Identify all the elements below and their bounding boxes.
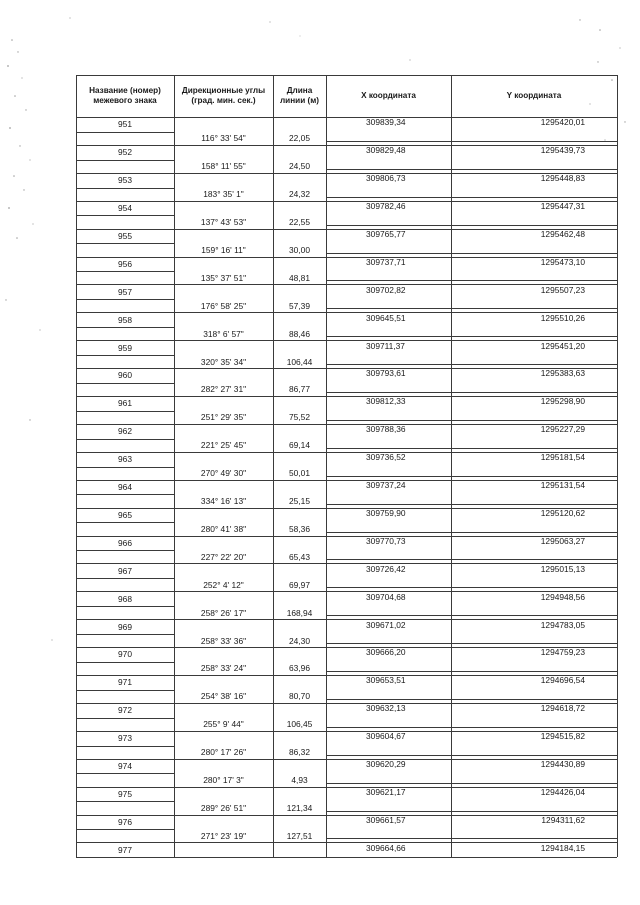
segment-length: 75,52 [289,412,310,423]
x-coordinate: 309711,37 [366,340,405,351]
row-divider [174,842,326,843]
row-divider [326,559,617,560]
segment-length: 69,97 [289,579,310,590]
row-divider [326,480,617,481]
row-divider [326,392,617,393]
row-divider [326,145,617,146]
row-divider [326,811,617,812]
point-name: 956 [118,258,132,269]
row-divider [326,201,617,202]
bearing-angle: 334° 16' 13" [200,496,247,506]
coordinates-table [76,75,617,855]
row-divider [174,340,326,341]
row-divider [174,591,326,592]
x-coordinate: 309621,17 [366,786,406,797]
row-divider [326,787,617,788]
point-name: 952 [118,147,132,158]
row-divider [76,759,174,760]
row-divider [326,587,617,588]
row-divider [76,494,174,495]
x-coordinate: 309737,24 [366,480,406,491]
point-name: 964 [118,482,132,493]
row-divider [174,619,326,620]
bearing-angle: 280° 41' 38" [200,523,247,534]
row-divider [76,452,174,453]
bearing-angle: 251° 29' 35" [200,412,247,423]
row-divider [326,257,617,258]
x-coordinate: 309726,42 [366,563,406,574]
row-divider [326,508,617,509]
row-divider [76,396,174,397]
row-divider [76,383,174,384]
header-bottom-border [76,117,617,118]
row-divider [76,284,174,285]
bearing-angle: 158° 11' 55" [201,161,246,172]
row-divider [76,368,174,369]
bearing-angle: 137° 43' 53" [200,217,247,227]
segment-length: 50,01 [289,468,310,479]
y-coordinate: 1294783,05 [540,619,585,630]
x-coordinate: 309806,73 [366,173,406,184]
row-divider [326,312,617,313]
row-divider [76,188,174,189]
row-divider [174,229,326,230]
y-coordinate: 1294618,72 [540,703,585,714]
row-divider [326,675,617,676]
point-name: 968 [118,593,132,604]
y-coordinate: 1295448,83 [540,173,585,184]
row-divider [76,801,174,802]
row-divider [326,532,617,533]
row-divider [76,815,174,816]
row-divider [174,480,326,481]
point-name: 970 [118,649,132,660]
bearing-angle: 254° 38' 16" [200,691,247,702]
column-divider [174,75,175,857]
x-coordinate: 309765,77 [366,228,406,239]
row-divider [326,727,617,728]
segment-length: 80,70 [289,691,310,702]
point-name: 967 [118,565,132,576]
row-divider [76,634,174,635]
y-coordinate: 1295131,54 [540,480,585,491]
row-divider [76,132,174,133]
row-divider [326,396,617,397]
x-coordinate: 309793,61 [366,368,406,379]
row-divider [76,563,174,564]
y-coordinate: 1295420,01 [540,117,585,128]
y-coordinate: 1294515,82 [540,731,585,742]
row-divider [76,842,174,843]
bearing-angle: 320° 35' 34" [200,356,247,367]
point-name: 963 [118,454,132,465]
y-coordinate: 1295451,20 [540,340,585,351]
y-coordinate: 1294430,89 [540,759,585,770]
segment-length: 121,34 [286,802,313,813]
row-divider [76,215,174,216]
row-divider [326,336,617,337]
bearing-angle: 135° 37' 51" [200,272,247,283]
table-right-border [617,75,618,857]
row-divider [76,160,174,161]
point-name: 974 [118,761,132,772]
row-divider [326,225,617,226]
row-divider [174,703,326,704]
point-name: 954 [118,203,132,214]
point-name: 977 [118,844,132,855]
x-coordinate: 309661,57 [366,814,406,825]
row-divider [174,647,326,648]
row-divider [76,355,174,356]
row-divider [76,647,174,648]
row-divider [76,327,174,328]
row-divider [326,615,617,616]
row-divider [326,699,617,700]
bearing-angle: 255° 9' 44" [203,719,244,730]
row-divider [326,253,617,254]
header-length: Длина линии (м) [279,86,320,105]
row-divider [76,508,174,509]
y-coordinate: 1295298,90 [540,396,585,407]
segment-length: 22,05 [289,133,310,144]
segment-length: 86,32 [289,747,310,758]
header-y: Y координата [506,91,562,100]
x-coordinate: 309632,13 [366,703,406,714]
bearing-angle: 318° 6' 57" [203,328,244,339]
row-divider [326,197,617,198]
x-coordinate: 309702,82 [366,284,406,295]
bearing-angle: 116° 33' 54" [201,133,246,144]
row-divider [326,815,617,816]
row-divider [76,340,174,341]
y-coordinate: 1294948,56 [540,591,585,602]
row-divider [326,364,617,365]
bearing-angle: 282° 27' 31" [200,384,247,395]
row-divider [326,448,617,449]
row-divider [76,773,174,774]
segment-length: 106,45 [286,719,313,730]
header-x: X координата [361,91,416,100]
row-divider [174,257,326,258]
column-divider [451,75,452,857]
row-divider [76,480,174,481]
table-top-border [76,75,617,76]
bearing-angle: 183° 35' 1" [203,189,244,200]
row-divider [76,829,174,830]
bearing-angle: 159° 16' 11" [201,244,246,255]
bearing-angle: 221° 25' 45" [200,440,247,451]
row-divider [76,718,174,719]
segment-length: 63,96 [289,663,310,674]
row-divider [326,452,617,453]
segment-length: 22,55 [289,217,310,227]
segment-length: 69,14 [289,440,310,451]
row-divider [174,396,326,397]
row-divider [174,452,326,453]
row-divider [76,690,174,691]
row-divider [174,815,326,816]
segment-length: 58,36 [289,523,310,534]
segment-length: 168,94 [286,607,313,618]
row-divider [76,299,174,300]
row-divider [326,340,617,341]
row-divider [326,838,617,839]
row-divider [174,787,326,788]
bearing-angle: 258° 26' 17" [200,607,247,618]
x-coordinate: 309737,71 [366,256,406,267]
segment-length: 24,50 [289,161,310,172]
header-point-name: Название (номер) межевого знака [89,86,161,105]
point-name: 969 [118,621,132,632]
row-divider [326,229,617,230]
point-name: 955 [118,230,132,241]
bearing-angle: 280° 17' 3" [203,775,244,785]
y-coordinate: 1294184,15 [540,842,585,853]
row-divider [76,439,174,440]
y-coordinate: 1295439,73 [540,145,585,156]
row-divider [326,476,617,477]
y-coordinate: 1295227,29 [540,424,585,435]
row-divider [76,271,174,272]
bearing-angle: 258° 33' 36" [200,635,247,646]
row-divider [76,312,174,313]
y-coordinate: 1295462,48 [540,228,585,239]
y-coordinate: 1295473,10 [540,256,585,267]
row-divider [326,420,617,421]
x-coordinate: 309788,36 [366,424,406,435]
point-name: 961 [118,398,132,409]
row-divider [326,368,617,369]
x-coordinate: 309782,46 [366,201,406,212]
row-divider [76,787,174,788]
row-divider [174,424,326,425]
row-divider [174,675,326,676]
x-coordinate: 309645,51 [366,312,406,323]
row-divider [174,201,326,202]
row-divider [76,411,174,412]
bearing-angle: 227° 22' 20" [200,551,247,562]
point-name: 953 [118,175,132,186]
point-name: 975 [118,788,132,799]
point-name: 959 [118,342,132,353]
row-divider [326,284,617,285]
x-coordinate: 309759,90 [366,507,406,518]
point-name: 962 [118,426,132,437]
point-name: 957 [118,286,132,297]
segment-length: 86,77 [289,384,310,395]
row-divider [326,842,617,843]
x-coordinate: 309620,29 [366,759,406,770]
row-divider [76,746,174,747]
row-divider [76,536,174,537]
point-name: 960 [118,370,132,381]
row-divider [326,647,617,648]
segment-length: 127,51 [286,830,313,841]
row-divider [326,169,617,170]
row-divider [76,578,174,579]
row-divider [326,308,617,309]
column-divider [273,75,274,857]
segment-length: 106,44 [286,356,313,367]
row-divider [326,703,617,704]
row-divider [76,522,174,523]
row-divider [76,145,174,146]
segment-length: 65,43 [289,551,310,562]
row-divider [76,550,174,551]
row-divider [326,759,617,760]
segment-length: 25,15 [289,496,310,506]
row-divider [174,563,326,564]
row-divider [326,280,617,281]
row-divider [326,173,617,174]
point-name: 965 [118,509,132,520]
bearing-angle: 270° 49' 30" [200,468,247,479]
table-left-border [76,75,77,857]
point-name: 973 [118,733,132,744]
y-coordinate: 1295510,26 [540,312,585,323]
x-coordinate: 309671,02 [366,619,406,630]
row-divider [76,675,174,676]
y-coordinate: 1295383,63 [540,368,585,379]
segment-length: 4,93 [291,775,308,785]
row-divider [76,243,174,244]
segment-length: 24,32 [289,189,310,200]
segment-length: 88,46 [289,328,310,339]
x-coordinate: 309604,67 [366,731,406,742]
row-divider [326,619,617,620]
row-divider [174,312,326,313]
row-divider [76,424,174,425]
x-coordinate: 309736,52 [366,452,406,463]
y-coordinate: 1295447,31 [540,201,585,212]
y-coordinate: 1294426,04 [540,786,585,797]
bearing-angle: 289° 26' 51" [200,802,247,813]
row-divider [326,671,617,672]
x-coordinate: 309653,51 [366,675,406,686]
segment-length: 48,81 [289,272,310,283]
y-coordinate: 1295181,54 [540,452,585,463]
x-coordinate: 309839,34 [366,117,406,128]
row-divider [326,643,617,644]
row-divider [326,755,617,756]
x-coordinate: 309829,48 [366,145,406,156]
row-divider [174,173,326,174]
segment-length: 57,39 [289,300,310,311]
row-divider [326,731,617,732]
bearing-angle: 271° 23' 19" [200,830,247,841]
row-divider [76,257,174,258]
row-divider [76,619,174,620]
header-bearing: Дирекционные углы (град. мин. сек.) [181,86,266,105]
segment-length: 30,00 [289,244,310,255]
point-name: 958 [118,314,132,325]
table-bottom-border [76,857,617,858]
row-divider [76,731,174,732]
row-divider [76,703,174,704]
segment-length: 24,30 [289,635,310,646]
y-coordinate: 1295063,27 [540,535,585,546]
x-coordinate: 309770,73 [366,535,406,546]
row-divider [326,536,617,537]
column-divider [326,75,327,857]
y-coordinate: 1295507,23 [540,284,585,295]
row-divider [174,508,326,509]
row-divider [76,662,174,663]
row-divider [76,467,174,468]
y-coordinate: 1295120,62 [540,507,585,518]
row-divider [326,563,617,564]
y-coordinate: 1294759,23 [540,647,585,658]
row-divider [174,536,326,537]
row-divider [76,201,174,202]
row-divider [76,591,174,592]
point-name: 976 [118,816,132,827]
row-divider [76,229,174,230]
bearing-angle: 280° 17' 26" [200,747,247,758]
row-divider [174,284,326,285]
row-divider [174,145,326,146]
point-name: 971 [118,677,132,688]
row-divider [326,591,617,592]
row-divider [174,759,326,760]
row-divider [174,368,326,369]
x-coordinate: 309812,33 [366,396,406,407]
row-divider [76,606,174,607]
row-divider [326,424,617,425]
row-divider [76,173,174,174]
row-divider [174,731,326,732]
x-coordinate: 309664,66 [366,842,406,853]
bearing-angle: 258° 33' 24" [200,663,247,674]
y-coordinate: 1294311,62 [541,814,585,825]
bearing-angle: 176° 58' 25" [200,300,247,311]
bearing-angle: 252° 4' 12" [203,579,244,590]
x-coordinate: 309666,20 [366,647,406,658]
row-divider [326,783,617,784]
point-name: 972 [118,705,132,716]
y-coordinate: 1294696,54 [540,675,585,686]
point-name: 966 [118,537,132,548]
point-name: 951 [118,119,132,130]
x-coordinate: 309704,68 [366,591,406,602]
row-divider [326,141,617,142]
row-divider [326,504,617,505]
y-coordinate: 1295015,13 [540,563,585,574]
